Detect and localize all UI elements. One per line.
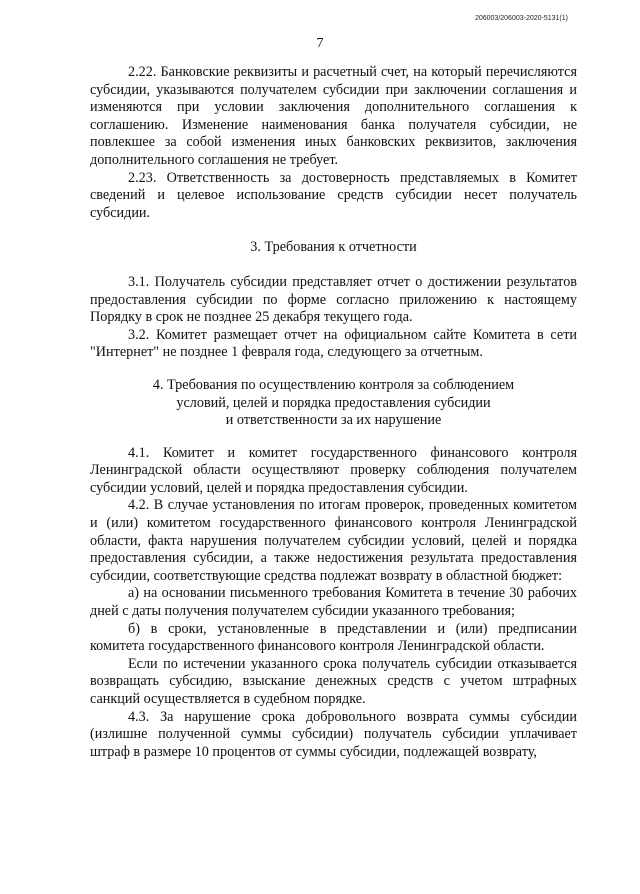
paragraph-3-1: 3.1. Получатель субсидии представляет отчет о достижении результатов предоставления субсидии по форме согласно приложению к настоящему Порядку в срок не позднее 25 декабря текущего года. — [90, 273, 577, 326]
paragraph-4-2: 4.2. В случае установления по итогам проверок, проведенных комитетом и (или) комитетом государственного финансового контроля Ленинградской области, факта нарушения получателем субсидии условий, целей и порядка предоставления субсидии, а также недостижения результата предоставления субсидии, соответствующие средства подлежат возврату в областной бюджет: — [90, 497, 577, 584]
paragraph-4-2-c: Если по истечении указанного срока получатель субсидии отказывается возвращать субсидию, взыскание денежных средств с учетом штрафных санкций осуществляется в судебном порядке. — [90, 655, 577, 707]
paragraph-4-2-b: б) в сроки, установленные в представлении и (или) предписании комитета государственного финансового контроля Ленинградской области. — [90, 620, 577, 655]
paragraph-4-3: 4.3. За нарушение срока добровольного возврата суммы субсидии (излишне полученной суммы субсидии) получатель субсидии уплачивает штраф в размере 10 процентов от суммы субсидии, подлежащей возврату, — [90, 708, 577, 760]
paragraph-2-22: 2.22. Банковские реквизиты и расчетный счет, на который перечисляются субсидии, указываются получателем субсидии при заключении соглашения и изменяются при условии заключения дополнительного соглашения к соглашению. Изменение наименования банка получателя субсидии, не повлекшее за собой изменения иных банковских реквизитов, заключения дополнительного соглашения не требует. — [90, 64, 577, 168]
document-number: 206003/206003-2020-5131(1) — [474, 15, 568, 22]
section-heading-3: 3. Требования к отчетности — [250, 239, 417, 256]
section-heading-4-line-2: условий, целей и порядка предоставления субсидии — [176, 394, 491, 411]
paragraph-4-2-a: а) на основании письменного требования Комитета в течение 30 рабочих дней с даты получения получателем субсидии указанного требования; — [90, 585, 577, 620]
document-body — [90, 64, 577, 761]
page-number: 7 — [316, 36, 324, 51]
paragraph-3-2: 3.2. Комитет размещает отчет на официальном сайте Комитета в сети "Интернет" не позднее 1 февраля года, следующего за отчетным. — [90, 326, 577, 361]
paragraph-2-23: 2.23. Ответственность за достоверность представляемых в Комитет сведений и целевое использование средств субсидии несет получатель субсидии. — [90, 169, 577, 221]
section-heading-4-line-1: 4. Требования по осуществлению контроля за соблюдением — [152, 376, 515, 393]
section-heading-4-line-3: и ответственности за их нарушение — [225, 412, 442, 429]
paragraph-4-1: 4.1. Комитет и комитет государственного финансового контроля Ленинградской области осуществляют проверку соблюдения получателем субсидии условий, целей и порядка предоставления субсидии. — [90, 444, 577, 496]
